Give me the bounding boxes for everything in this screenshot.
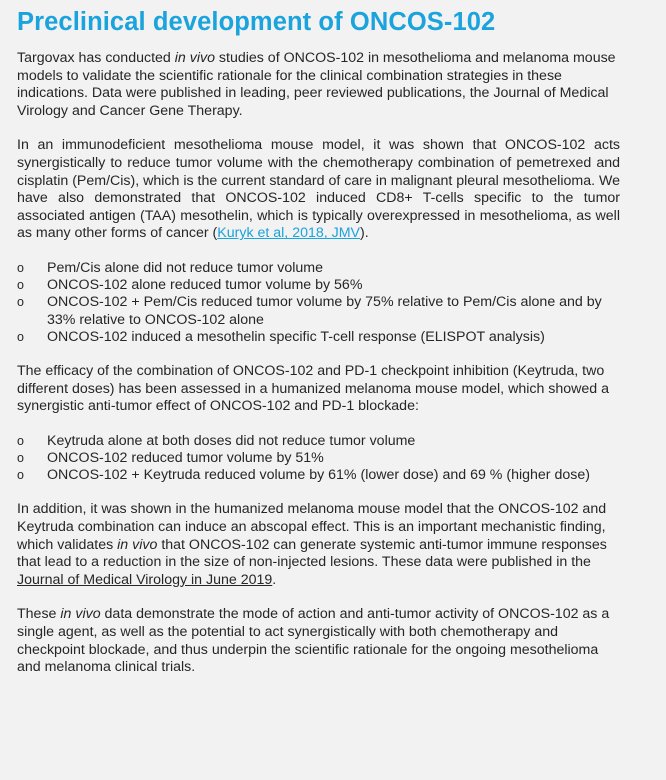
kuryk-2018-link[interactable]: Kuryk et al, 2018, JMV xyxy=(217,225,361,242)
abscopal-paragraph: In addition, it was shown in the humanized melanoma mouse model that the ONCOS-102 and Keytruda combination can induce an abscopal effect. This is an important mechanistic finding, which validates in vivo that ONCOS-102 can generate systemic anti-tumor immune responses that lead to a reduction in the size of non-injected lesions. These data were published in the Journal of Medical Virology in June 2019. xyxy=(17,501,607,588)
list-item: o ONCOS-102 induced a mesothelin specific T-cell response (ELISPOT analysis) xyxy=(17,329,620,346)
melanoma-results-list xyxy=(17,433,620,485)
list-item: o ONCOS-102 + Keytruda reduced volume by 61% (lower dose) and 69 % (higher dose) xyxy=(17,467,620,484)
list-item: o Pem/Cis alone did not reduce tumor volume xyxy=(17,260,620,277)
conclusion-paragraph: These in vivo data demonstrate the mode of action and anti-tumor activity of ONCOS-102 as a single agent, as well as the potential to act synergistically with both chemotherapy and checkpoint blockade, and thus underpin the scientific rationale for the ongoing mesothelioma and melanoma clinical trials. xyxy=(17,606,610,676)
list-item: o ONCOS-102 + Pem/Cis reduced tumor volume by 75% relative to Pem/Cis alone and by 33% relative to ONCOS-102 alone xyxy=(17,294,620,328)
list-item: o ONCOS-102 reduced tumor volume by 51% xyxy=(17,450,620,467)
mesothelioma-results-list xyxy=(17,260,620,346)
list-item: o Keytruda alone at both doses did not reduce tumor volume xyxy=(17,433,620,450)
list-item: o ONCOS-102 alone reduced tumor volume by 56% xyxy=(17,277,620,294)
intro-paragraph: Targovax has conducted in vivo studies of ONCOS-102 in mesothelioma and melanoma mouse models to validate the scientific rationale for the clinical combination strategies in these indications. Data were published in leading, peer reviewed publications, the Journal of Medical Virology and Cancer Gene Therapy. xyxy=(17,50,616,119)
page-title: Preclinical development of ONCOS-102 xyxy=(17,8,496,36)
mesothelioma-paragraph: In an immunodeficient mesothelioma mouse model, it was shown that ONCOS-102 acts synergistically to reduce tumor volume with the chemotherapy combination of pemetrexed and cisplatin (Pem/Cis), which is the current standard of care in malignant pleural mesothelioma. We have also demonstrated that ONCOS-102 induced CD8+ T-cells specific to the tumor associated antigen (TAA) mesothelin, which is typically overexpressed in mesothelioma, as well as many other forms of cancer (Kuryk et al, 2018, JMV). xyxy=(17,137,620,242)
jmv-june-2019-link[interactable]: Journal of Medical Virology in June 2019 xyxy=(17,571,273,588)
melanoma-paragraph: The efficacy of the combination of ONCOS-102 and PD-1 checkpoint inhibition (Keytruda, two different doses) has been assessed in a humanized melanoma mouse model, which showed a synergistic anti-tumor effect of ONCOS-102 and PD-1 blockade: xyxy=(17,362,610,415)
